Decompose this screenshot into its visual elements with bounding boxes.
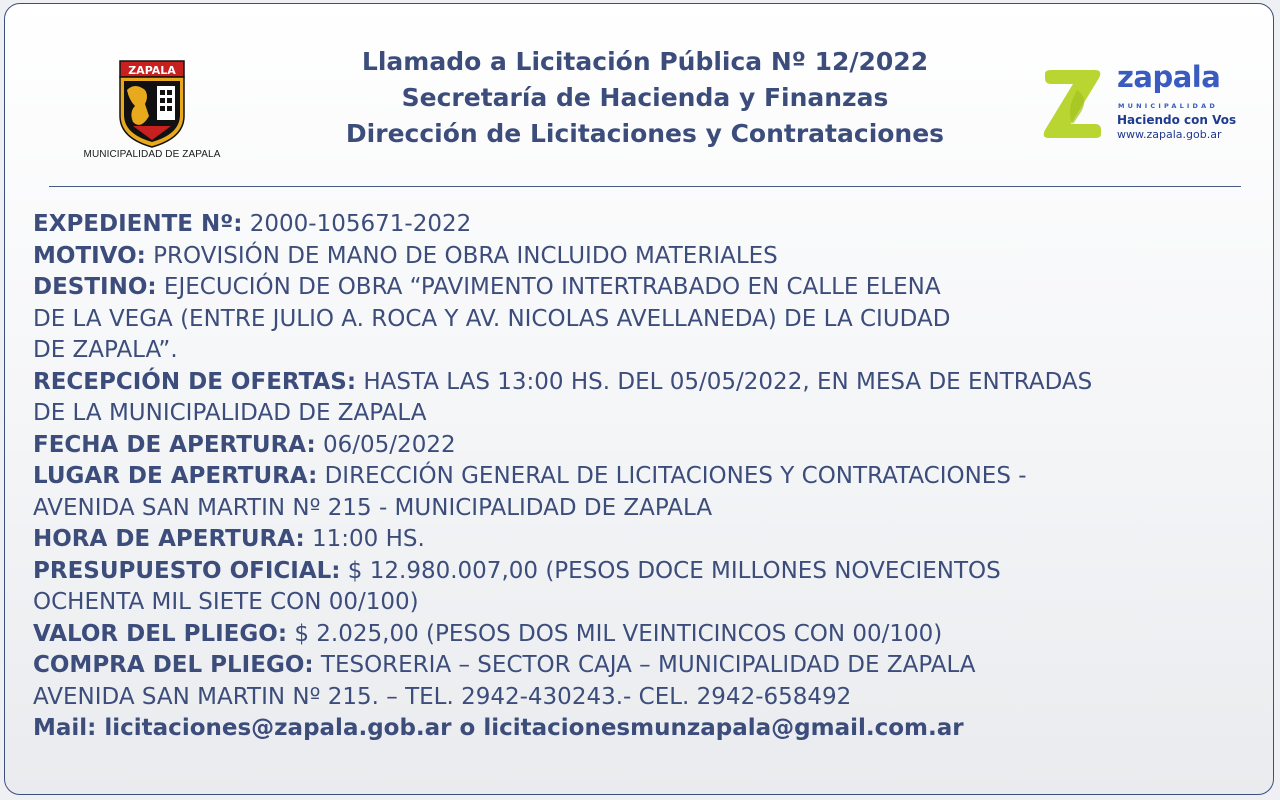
compra-line xyxy=(33,650,1273,682)
shield-banner-text: ZAPALA xyxy=(128,64,176,77)
logo-tagline: Haciendo con Vos xyxy=(1117,113,1237,127)
presupuesto-value-1: $ 12.980.007,00 (PESOS DOCE MILLONES NOVECIENTOS xyxy=(340,557,1001,584)
lugar-line xyxy=(33,461,1273,493)
presupuesto-line xyxy=(33,556,1273,588)
header-titles xyxy=(295,44,995,152)
motivo-label: MOTIVO: xyxy=(33,242,146,269)
lugar-label: LUGAR DE APERTURA: xyxy=(33,463,318,489)
destino-line-3: DE ZAPALA”. xyxy=(33,337,178,363)
tender-details xyxy=(33,209,1273,745)
logo-wordmark: zapala xyxy=(1117,60,1221,94)
title-line-2: Secretaría de Hacienda y Finanzas xyxy=(401,83,889,112)
lugar-line-2: AVENIDA SAN MARTIN Nº 215 - MUNICIPALIDAD DE ZAPALA xyxy=(33,494,713,521)
logo-subtitle: MUNICIPALIDAD xyxy=(1118,102,1218,110)
compra-label: COMPRA DEL PLIEGO: xyxy=(33,652,314,678)
valor-label: VALOR DEL PLIEGO: xyxy=(33,620,288,647)
valor-value: $ 2.025,00 (PESOS DOS MIL VEINTICINCOS CON 00/100) xyxy=(287,620,943,647)
expediente-value: 2000-105671-2022 xyxy=(242,211,472,237)
header-divider xyxy=(49,186,1241,187)
title-line-3: Dirección de Licitaciones y Contrataciones xyxy=(345,119,945,148)
recepcion-line-2: DE LA MUNICIPALIDAD DE ZAPALA xyxy=(33,400,427,426)
motivo-value: PROVISIÓN DE MANO DE OBRA INCLUIDO MATERIALES xyxy=(145,242,778,269)
emblem-caption: MUNICIPALIDAD DE ZAPALA xyxy=(83,149,221,160)
expediente-label: EXPEDIENTE Nº: xyxy=(33,211,243,237)
title-line-1: Llamado a Licitación Pública Nº 12/2022 xyxy=(361,47,929,76)
recepcion-value-1: HASTA LAS 13:00 HS. DEL 05/05/2022, EN MESA DE ENTRADAS xyxy=(356,368,1093,395)
presupuesto-line-2: OCHENTA MIL SIETE CON 00/100) xyxy=(33,589,419,615)
compra-line-2: AVENIDA SAN MARTIN Nº 215. – TEL. 2942-430243.- CEL. 2942-658492 xyxy=(33,683,852,710)
zapala-logo xyxy=(1037,60,1242,146)
fecha-line xyxy=(33,430,1273,462)
municipal-shield-icon xyxy=(119,60,185,148)
logo-url: www.zapala.gob.ar xyxy=(1117,128,1222,141)
mail-line: Mail: licitaciones@zapala.gob.ar o licitacionesmunzapala@gmail.com.ar xyxy=(33,715,964,741)
fecha-label: FECHA DE APERTURA: xyxy=(33,431,316,458)
lugar-value-1: DIRECCIÓN GENERAL DE LICITACIONES Y CONTRATACIONES - xyxy=(317,463,1027,489)
valor-line xyxy=(33,619,1273,651)
announcement-card xyxy=(4,3,1274,795)
destino-label: DESTINO: xyxy=(33,274,157,300)
hora-label: HORA DE APERTURA: xyxy=(33,526,305,552)
presupuesto-label: PRESUPUESTO OFICIAL: xyxy=(33,557,341,584)
motivo-line xyxy=(33,241,1273,273)
destino-value-1: EJECUCIÓN DE OBRA “PAVIMENTO INTERTRABADO EN CALLE ELENA xyxy=(156,274,941,300)
hora-line xyxy=(33,524,1273,556)
destino-line-2: DE LA VEGA (ENTRE JULIO A. ROCA Y AV. NICOLAS AVELLANEDA) DE LA CIUDAD xyxy=(33,305,951,332)
municipal-emblem xyxy=(77,58,227,168)
z-letter-icon xyxy=(1037,68,1107,140)
fecha-value: 06/05/2022 xyxy=(315,431,456,458)
recepcion-label: RECEPCIÓN DE OFERTAS: xyxy=(33,368,357,395)
recepcion-line xyxy=(33,367,1273,399)
hora-value: 11:00 HS. xyxy=(304,526,425,552)
destino-line xyxy=(33,272,1273,304)
expediente-line xyxy=(33,209,1273,241)
compra-value-1: TESORERIA – SECTOR CAJA – MUNICIPALIDAD DE ZAPALA xyxy=(313,652,976,678)
